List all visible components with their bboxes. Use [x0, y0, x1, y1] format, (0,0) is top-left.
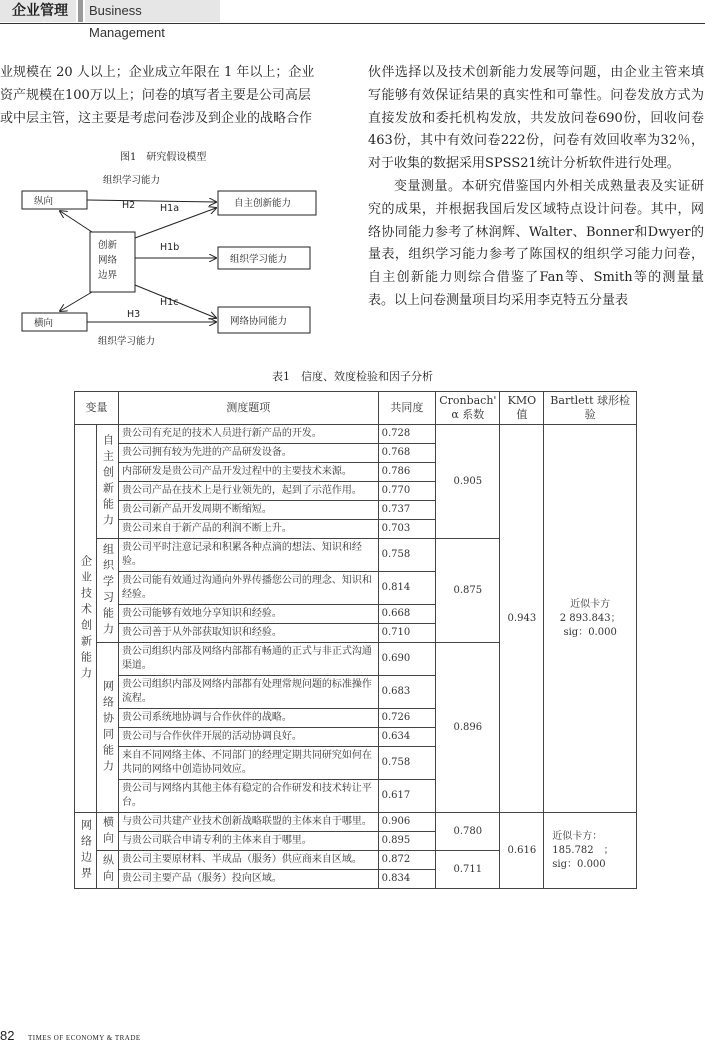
node-vertical — [22, 191, 87, 209]
item-text: 贵公司组织内部及网络内部都有处理常规问题的标准操作流程。 — [118, 676, 378, 709]
item-text: 与贵公司联合申请专利的主体来自于哪里。 — [118, 832, 378, 851]
group-tech-innovation: 企业技术创新能力 — [75, 425, 97, 813]
item-communality: 0.768 — [378, 444, 436, 463]
left-line-1: 业规模在 20 人以上；企业成立年限在 1 年以上；企业 — [0, 65, 315, 80]
bartlett-chi-value: 185.782 ； — [552, 844, 614, 856]
sub-independent-innovation: 自主创新能力 — [96, 425, 118, 539]
alpha-vertical: 0.711 — [436, 851, 500, 889]
label-h1b: H1b — [160, 242, 180, 253]
item-text: 贵公司主要原材料、半成品（服务）供应商来自区域。 — [118, 851, 378, 870]
header-divider-bar — [78, 0, 83, 22]
item-text: 来自不同网络主体、不同部门的经理定期共同研究如何在共同的网络中创造协同效应。 — [118, 747, 378, 780]
page-footer — [0, 1028, 141, 1043]
node-center-line-3: 边界 — [98, 270, 118, 281]
item-communality: 0.683 — [378, 676, 436, 709]
page-header — [0, 0, 705, 40]
arrow-center-to-vertical — [60, 211, 92, 232]
item-communality: 0.906 — [378, 813, 436, 832]
item-communality: 0.758 — [378, 539, 436, 572]
label-org-learning-bottom: 组织学习能力 — [98, 336, 156, 347]
alpha-independent-innovation: 0.905 — [436, 425, 500, 539]
bartlett-sig: sig：0.000 — [552, 858, 606, 870]
section-title: 企业管理 — [0, 0, 76, 22]
item-text: 贵公司平时注意记录和积累各种点滴的想法、知识和经验。 — [118, 539, 378, 572]
header-rule — [0, 23, 705, 24]
bartlett-label: 近似卡方： — [552, 830, 603, 842]
label-h1a: H1a — [160, 203, 180, 214]
item-communality: 0.758 — [378, 747, 436, 780]
reliability-validity-table — [74, 391, 637, 889]
item-text: 贵公司能有效通过沟通向外界传播您公司的理念、知识和经验。 — [118, 572, 378, 605]
bartlett-sig: sig：0.000 — [563, 626, 617, 638]
item-text: 与贵公司共建产业技术创新战略联盟的主体来自于哪里。 — [118, 813, 378, 832]
node-horizontal — [22, 313, 87, 331]
sub-org-learning: 组织学习能力 — [96, 539, 118, 643]
label-org-learning-top: 组织学习能力 — [103, 175, 161, 186]
item-communality: 0.728 — [378, 425, 436, 444]
item-text: 贵公司产品在技术上是行业领先的，起到了示范作用。 — [118, 482, 378, 501]
item-text: 内部研发是贵公司产品开发过程中的主要技术来源。 — [118, 463, 378, 482]
node-vertical-label: 纵向 — [34, 196, 54, 207]
label-h3: H3 — [127, 309, 141, 320]
bartlett-tech-innovation — [544, 425, 637, 813]
bartlett-label: 近似卡方 — [570, 598, 611, 610]
header-bartlett: Bartlett 球形检验 — [544, 392, 637, 425]
sub-horizontal: 横向 — [96, 813, 118, 851]
item-text: 贵公司善于从外部获取知识和经验。 — [118, 624, 378, 643]
node-center-line-2: 网络 — [98, 255, 118, 266]
table-row — [75, 813, 637, 832]
item-text: 贵公司组织内部及网络内部都有畅通的正式与非正式沟通渠道。 — [118, 643, 378, 676]
bartlett-network-boundary — [544, 813, 637, 889]
right-paragraph-1: 伙伴选择以及技术创新能力发展等问题，由企业主管来填写能够有效保证结果的真实性和可靠性。问卷发放方式为直接发放和委托机构发放，共发放问卷690份，回收问卷463份，其中有效问卷222份，问卷有效回收率为32％，对于收集的数据采用SPSS21统计分析软件进行处理。 — [368, 65, 704, 172]
item-text: 贵公司主要产品（服务）投向区域。 — [118, 870, 378, 889]
header-alpha: Cronbach' α 系数 — [436, 392, 500, 425]
item-communality: 0.710 — [378, 624, 436, 643]
item-communality: 0.690 — [378, 643, 436, 676]
table-title: 表1 信度、效度检验和因子分析 — [272, 370, 433, 383]
right-paragraph-2: 变量测量。本研究借鉴国内外相关成熟量表及实证研究的成果，并根据我国后发区域特点设计问卷。其中，网络协同能力参考了林润辉、Walter、Bonner和Dwyer的量表，组织学习能力参考了陈国权的组织学习能力问卷，自主创新能力则综合借鉴了Fan等、Smith等的测量量表。以上问卷测量项目均采用李克特五分量表 — [368, 178, 704, 308]
left-column — [0, 62, 336, 130]
item-text: 贵公司与网络内其他主体有稳定的合作研发和技术转让平台。 — [118, 780, 378, 813]
header-communality: 共同度 — [378, 392, 436, 425]
item-text: 贵公司拥有较为先进的产品研发设备。 — [118, 444, 378, 463]
item-communality: 0.814 — [378, 572, 436, 605]
item-communality: 0.786 — [378, 463, 436, 482]
item-communality: 0.737 — [378, 501, 436, 520]
node-horizontal-label: 横向 — [34, 318, 54, 329]
label-h1c: H1c — [160, 297, 179, 308]
node-network-synergy-label: 网络协同能力 — [230, 316, 288, 327]
section-title-en: Business Management — [85, 0, 220, 22]
item-text: 贵公司与合作伙伴开展的活动协调良好。 — [118, 728, 378, 747]
item-communality: 0.617 — [378, 780, 436, 813]
node-org-learning-label: 组织学习能力 — [230, 254, 288, 265]
alpha-horizontal: 0.780 — [436, 813, 500, 851]
item-text: 贵公司系统地协调与合作伙伴的战略。 — [118, 709, 378, 728]
magazine-name: TIMES OF ECONOMY & TRADE — [27, 1034, 141, 1042]
item-communality: 0.872 — [378, 851, 436, 870]
left-line-3: 或中层主管，这主要是考虑问卷涉及到企业的战略合作 — [0, 110, 313, 126]
item-text: 贵公司来自于新产品的利润不断上升。 — [118, 520, 378, 539]
item-communality: 0.770 — [378, 482, 436, 501]
figure-title: 图1 研究假设模型 — [120, 152, 207, 163]
bartlett-chi-value: 2 893.843； — [559, 612, 621, 624]
item-communality: 0.634 — [378, 728, 436, 747]
sub-network-synergy: 网络协同能力 — [96, 643, 118, 813]
alpha-network-synergy: 0.896 — [436, 643, 500, 813]
kmo-tech-innovation: 0.943 — [500, 425, 544, 813]
arrow-center-to-horizontal — [60, 292, 92, 311]
group-network-boundary: 网络边界 — [75, 813, 97, 889]
item-communality: 0.668 — [378, 605, 436, 624]
node-center-line-1: 创新 — [98, 240, 118, 251]
header-variable: 变量 — [75, 392, 119, 425]
node-independent-innovation-label: 自主创新能力 — [234, 198, 292, 209]
item-communality: 0.834 — [378, 870, 436, 889]
page-number: 82 — [0, 1028, 15, 1043]
item-text: 贵公司能够有效地分享知识和经验。 — [118, 605, 378, 624]
table-header-row — [75, 392, 637, 425]
item-communality: 0.703 — [378, 520, 436, 539]
item-text: 贵公司新产品开发周期不断缩短。 — [118, 501, 378, 520]
label-h2: H2 — [122, 200, 136, 211]
table-row — [75, 425, 637, 444]
arrow-h2 — [87, 200, 216, 202]
alpha-org-learning: 0.875 — [436, 539, 500, 643]
header-kmo: KMO 值 — [500, 392, 544, 425]
left-line-2: 资产规模在100万以上；问卷的填写者主要是公司高层 — [0, 87, 311, 103]
sub-vertical: 纵向 — [96, 851, 118, 889]
research-model-diagram — [0, 160, 340, 350]
item-text: 贵公司有充足的技术人员进行新产品的开发。 — [118, 425, 378, 444]
item-communality: 0.726 — [378, 709, 436, 728]
kmo-network-boundary: 0.616 — [500, 813, 544, 889]
item-communality: 0.895 — [378, 832, 436, 851]
right-column — [368, 62, 704, 313]
header-item: 测度题项 — [118, 392, 378, 425]
